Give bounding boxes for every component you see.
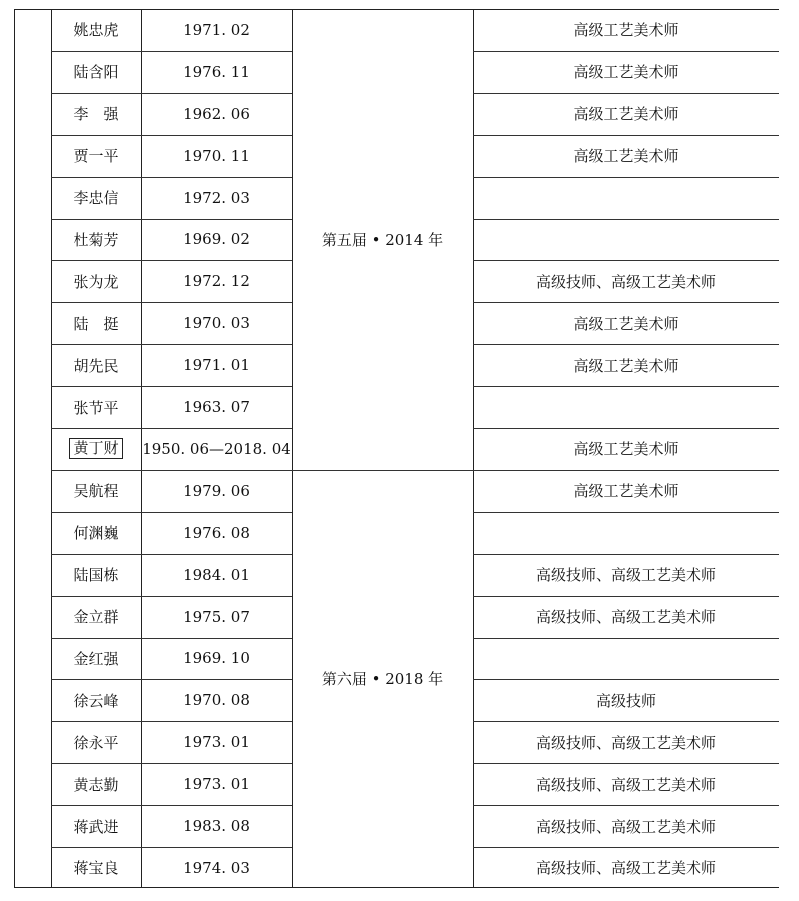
- professional-title-cell: [473, 763, 779, 805]
- professional-title: 高级技师、高级工艺美术师: [535, 859, 716, 878]
- person-name: 张节平: [73, 398, 119, 417]
- birth-date-cell: [141, 554, 292, 596]
- person-name: 金红强: [73, 649, 119, 668]
- professional-title-cell: [473, 554, 779, 596]
- birth-date: 1972. 12: [183, 272, 250, 291]
- person-name: 陆国栋: [73, 566, 119, 585]
- person-name: 吴航程: [73, 482, 119, 501]
- birth-date: 1973. 01: [183, 733, 250, 752]
- birth-date-cell: [141, 177, 292, 219]
- professional-title-cell: [473, 135, 779, 177]
- person-name: 徐云峰: [73, 691, 119, 710]
- professional-title: 高级技师、高级工艺美术师: [535, 817, 716, 836]
- professional-title-cell: [473, 344, 779, 386]
- person-name: 蒋宝良: [73, 859, 119, 878]
- name-cell: [51, 260, 141, 302]
- birth-date: 1975. 07: [183, 607, 250, 626]
- name-cell: [51, 470, 141, 512]
- person-name: 黄丁财: [69, 438, 122, 459]
- professional-title: 高级技师: [595, 691, 656, 710]
- birth-date-cell: [141, 679, 292, 721]
- person-name: 贾一平: [73, 147, 119, 166]
- birth-date-cell: [141, 763, 292, 805]
- person-name: 李 强: [73, 105, 119, 124]
- birth-date-cell: [141, 596, 292, 638]
- professional-title: 高级技师、高级工艺美术师: [535, 272, 716, 291]
- professional-title: 高级技师、高级工艺美术师: [535, 733, 716, 752]
- professional-title-cell: [473, 260, 779, 302]
- column-divider: [14, 9, 15, 887]
- name-cell: [51, 679, 141, 721]
- professional-title: 高级工艺美术师: [573, 356, 679, 375]
- professional-title-cell: [473, 638, 779, 680]
- name-cell: [51, 805, 141, 847]
- name-cell: [51, 847, 141, 889]
- person-name: 姚忠虎: [73, 21, 119, 40]
- professional-title-cell: [473, 219, 779, 261]
- professional-title-cell: [473, 847, 779, 889]
- birth-date-cell: [141, 344, 292, 386]
- name-cell: [51, 554, 141, 596]
- birth-date-cell: [141, 302, 292, 344]
- birth-date: 1969. 02: [183, 230, 250, 249]
- birth-date: 1963. 07: [183, 398, 250, 417]
- person-name: 金立群: [73, 608, 119, 627]
- professional-title-cell: [473, 805, 779, 847]
- birth-date: 1983. 08: [183, 817, 250, 836]
- professional-title-cell: [473, 596, 779, 638]
- name-cell: [51, 302, 141, 344]
- birth-date: 1970. 08: [183, 691, 250, 710]
- name-cell: [51, 177, 141, 219]
- name-cell: [51, 51, 141, 93]
- person-name: 李忠信: [73, 189, 119, 208]
- birth-date-cell: [141, 219, 292, 261]
- birth-date: 1973. 01: [183, 775, 250, 794]
- professional-title-cell: [473, 302, 779, 344]
- birth-date-cell: [141, 638, 292, 680]
- professional-title: 高级工艺美术师: [573, 21, 679, 40]
- professional-title-cell: [473, 93, 779, 135]
- professional-title: 高级工艺美术师: [573, 147, 679, 166]
- birth-date-cell: [141, 9, 292, 51]
- birth-date-cell: [141, 260, 292, 302]
- professional-title-cell: [473, 679, 779, 721]
- birth-date: 1984. 01: [183, 565, 250, 584]
- name-cell: [51, 638, 141, 680]
- professional-title: 高级技师、高级工艺美术师: [535, 566, 716, 585]
- birth-date-cell: [141, 512, 292, 554]
- person-name: 杜菊芳: [73, 230, 119, 249]
- professional-title: 高级工艺美术师: [573, 482, 679, 501]
- birth-date: 1962. 06: [183, 104, 250, 123]
- name-cell: [51, 9, 141, 51]
- session-year-cell: [292, 470, 473, 887]
- name-cell: [51, 512, 141, 554]
- professional-title: 高级技师、高级工艺美术师: [535, 608, 716, 627]
- professional-title-cell: [473, 428, 779, 470]
- person-name: 何渊巍: [73, 524, 119, 543]
- professional-title-cell: [473, 386, 779, 428]
- birth-date-cell: [141, 135, 292, 177]
- birth-date: 1970. 11: [183, 146, 250, 165]
- professional-title: 高级技师、高级工艺美术师: [535, 775, 716, 794]
- professional-title-cell: [473, 177, 779, 219]
- name-cell: [51, 428, 141, 470]
- name-cell: [51, 93, 141, 135]
- birth-date-cell: [141, 805, 292, 847]
- birth-date: 1971. 02: [183, 20, 250, 39]
- name-cell: [51, 135, 141, 177]
- session-year-cell: [292, 9, 473, 470]
- person-name: 陆 挺: [73, 314, 119, 333]
- name-cell: [51, 219, 141, 261]
- birth-date: 1972. 03: [183, 188, 250, 207]
- birth-date: 1974. 03: [183, 858, 250, 877]
- professional-title: 高级工艺美术师: [573, 105, 679, 124]
- professional-title-cell: [473, 721, 779, 763]
- professional-title-cell: [473, 9, 779, 51]
- person-name: 黄志勤: [73, 775, 119, 794]
- name-cell: [51, 386, 141, 428]
- name-cell: [51, 596, 141, 638]
- session-year-label: 第六届 • 2018 年: [321, 669, 444, 688]
- birth-date: 1970. 03: [183, 314, 250, 333]
- person-name: 胡先民: [73, 356, 119, 375]
- person-name: 陆含阳: [73, 63, 119, 82]
- birth-date-cell: [141, 93, 292, 135]
- professional-title-cell: [473, 512, 779, 554]
- name-cell: [51, 344, 141, 386]
- professional-title-cell: [473, 51, 779, 93]
- birth-date: 1969. 10: [183, 649, 250, 668]
- person-name: 蒋武进: [73, 817, 119, 836]
- birth-date: 1971. 01: [183, 356, 250, 375]
- birth-date-cell: [141, 847, 292, 889]
- birth-date: 1950. 06—2018. 04: [142, 439, 291, 458]
- professional-title: 高级工艺美术师: [573, 440, 679, 459]
- birth-date: 1976. 11: [183, 62, 250, 81]
- birth-date-cell: [141, 470, 292, 512]
- birth-date-cell: [141, 51, 292, 93]
- name-cell: [51, 763, 141, 805]
- professional-title: 高级工艺美术师: [573, 63, 679, 82]
- birth-date: 1979. 06: [183, 481, 250, 500]
- birth-date-cell: [141, 721, 292, 763]
- professional-title-cell: [473, 470, 779, 512]
- birth-date-cell: [141, 428, 292, 470]
- birth-date: 1976. 08: [183, 523, 250, 542]
- name-cell: [51, 721, 141, 763]
- professional-title: 高级工艺美术师: [573, 314, 679, 333]
- person-name: 徐永平: [73, 733, 119, 752]
- birth-date-cell: [141, 386, 292, 428]
- person-name: 张为龙: [73, 272, 119, 291]
- session-year-label: 第五届 • 2014 年: [321, 230, 444, 249]
